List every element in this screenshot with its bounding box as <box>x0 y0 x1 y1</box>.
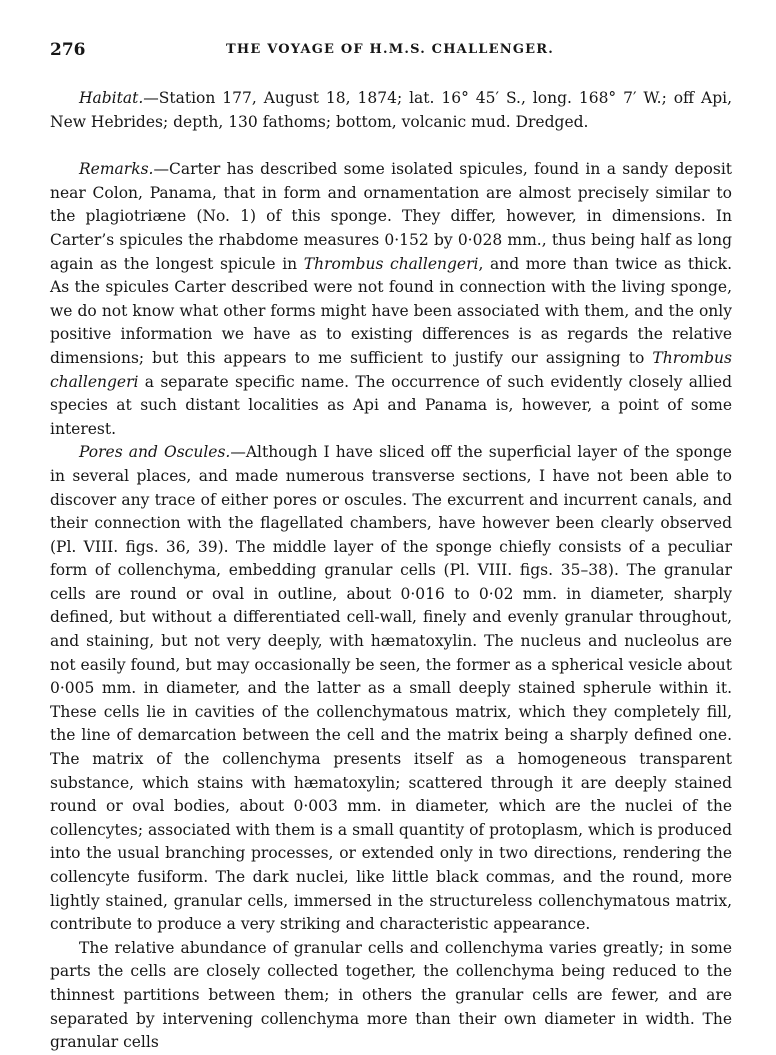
page-number: 276 <box>50 40 86 60</box>
remarks-paragraph <box>50 158 732 441</box>
remarks-lead: Remarks. <box>79 160 154 179</box>
species-name: Thrombus challengeri <box>303 254 479 273</box>
abundance-paragraph <box>50 937 732 1055</box>
habitat-paragraph <box>50 87 732 134</box>
pores-lead: Pores and Oscules. <box>79 443 231 462</box>
running-title: THE VOYAGE OF H.M.S. CHALLENGER. <box>226 42 554 57</box>
page-body <box>50 87 732 1055</box>
abundance-text: The relative abundance of granular cells and collenchyma varies greatly; in some parts the cells are closely collected together, the collenchyma being reduced to the thinnest partitions between them; in others the granular cells are fewer, and are separated by intervening collenchyma more than their own diameter in width. The granular cells <box>50 938 732 1052</box>
remarks-text-1: —Carter has described some isolated spicules, found in a sandy deposit near Colon, Panama, that in form and ornamentation are almost precisely similar to the plagiotriæne (No. 1) of this sponge. They differ, however, in dimensions. In Carter’s spicules the rhabdome measures 0·152 by 0·028 mm., thus being half as long again as the longest spicule in <box>50 160 732 273</box>
habitat-text: —Station 177, August 18, 1874; lat. 16° 45′ S., long. 168° 7′ W.; off Api, New Hebrides; depth, 130 fathoms; bottom, volcanic mud. Dredged. <box>50 89 732 131</box>
remarks-text-2: , and more than twice as thick. As the spicules Carter described were not found in connection with the living sponge, we do not know what other forms might have been associated with them, and the only positive information we have as to existing differences is as regards the relative dimensions; but this appears to me sufficient to justify our assigning to <box>50 254 732 367</box>
page-header <box>50 40 730 64</box>
pores-paragraph <box>50 441 732 936</box>
species-name: Thrombus challengeri <box>50 348 732 391</box>
pores-text: —Although I have sliced off the superficial layer of the sponge in several places, and made numerous transverse sections, I have not been able to discover any trace of either pores or oscules. The excurrent and incurrent canals, and their connection with the flagellated chambers, have however been clearly observed (Pl. VIII. figs. 36, 39). The middle layer of the sponge chiefly consists of a peculiar form of collenchyma, embedding granular cells (Pl. VIII. figs. 35–38). The granular cells are round or oval in outline, about 0·016 to 0·02 mm. in diameter, sharply defined, but without a differentiated cell-wall, finely and evenly granular throughout, and staining, but not very deeply, with hæmatoxylin. The nucleus and nucleolus are not easily found, but may occasionally be seen, the former as a spherical vesicle about 0·005 mm. in diameter, and the latter as a small deeply stained spherule within it. These cells lie in cavities of the collenchymatous matrix, which they completely fill, the line of demarcation between the cell and the matrix being a sharply defined one. The matrix of the collenchyma presents itself as a homogeneous transparent substance, which stains with hæmatoxylin; scattered through it are deeply stained round or oval bodies, about 0·003 mm. in diameter, which are the nuclei of the collencytes; associated with them is a small quantity of protoplasm, which is produced into the usual branching processes, or extended only in two directions, rendering the collencyte fusiform. The dark nuclei, like little black commas, and the round, more lightly stained, granular cells, immersed in the structureless collenchymatous matrix, contribute to produce a very striking and characteristic appearance. <box>50 443 732 934</box>
remarks-text-3: a separate specific name. The occurrence of such evidently closely allied species at such distant localities as Api and Panama is, however, a point of some interest. <box>50 372 732 438</box>
habitat-lead: Habitat. <box>79 89 144 107</box>
